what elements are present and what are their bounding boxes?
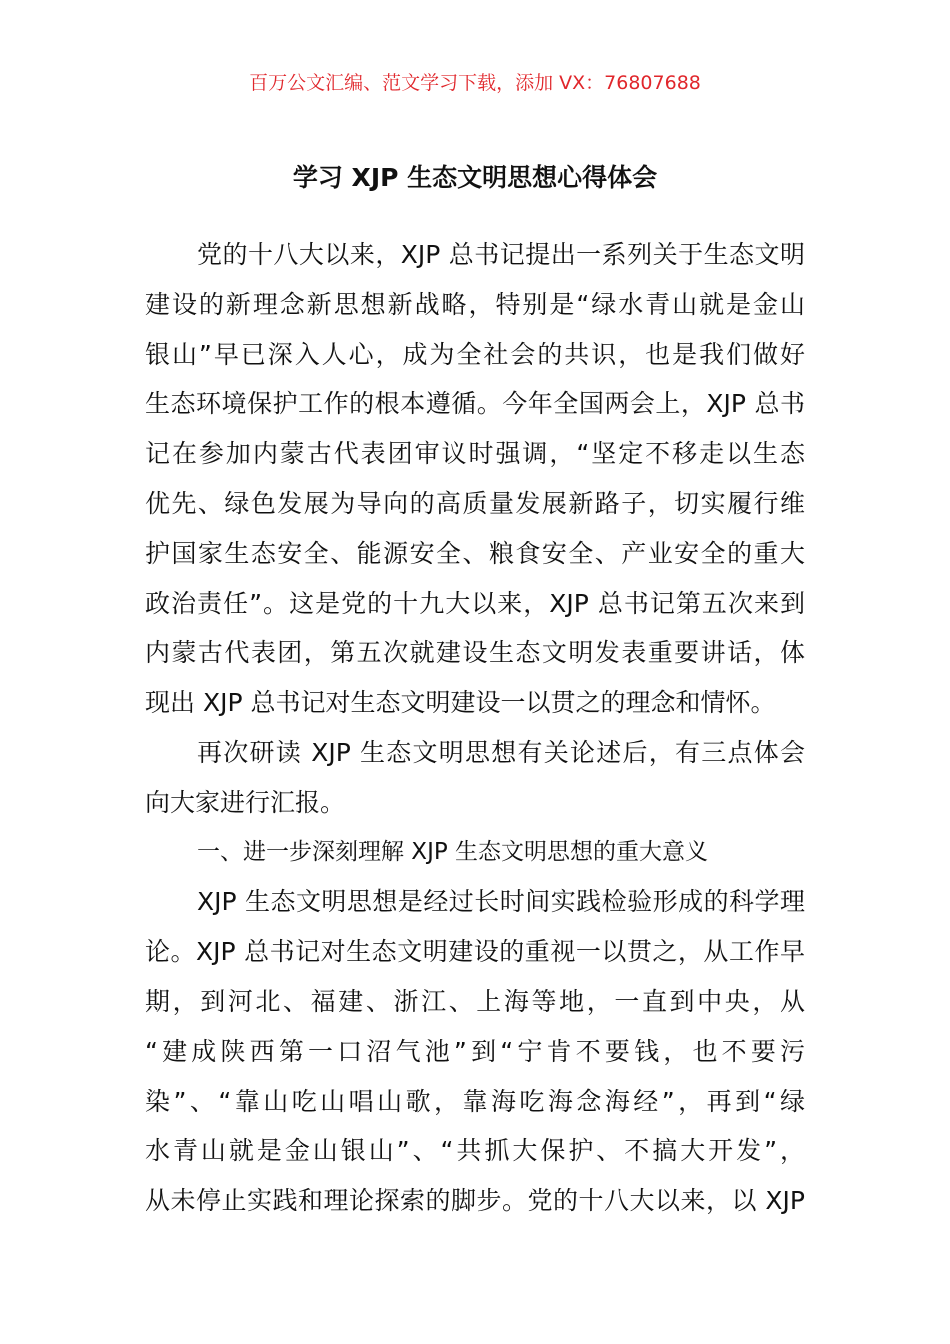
paragraph-line: 向大家进行汇报。 bbox=[145, 787, 346, 817]
paragraph-line: 生态环境保护工作的根本遵循。今年全国两会上，XJP 总书 bbox=[145, 389, 805, 419]
paragraph-line: 护国家生态安全、能源安全、粮食安全、产业安全的重大 bbox=[145, 538, 805, 568]
section-heading: 一、进一步深刻理解 XJP 生态文明思想的重大意义 bbox=[197, 838, 709, 865]
paragraph-line: 水青山就是金山银山”、“共抓大保护、不搞大开发”， bbox=[145, 1136, 805, 1166]
paragraph-line: “建成陕西第一口沼气池”到“宁肯不要钱，也不要污 bbox=[145, 1036, 805, 1066]
paragraph-line: 记在参加内蒙古代表团审议时强调，“坚定不移走以生态 bbox=[145, 439, 805, 469]
paragraph-line: 染”、“靠山吃山唱山歌，靠海吃海念海经”，再到“绿 bbox=[145, 1086, 805, 1116]
paragraph-line: 优先、绿色发展为导向的高质量发展新路子，切实履行维 bbox=[145, 488, 805, 518]
watermark-header: 百万公文汇编、范文学习下载，添加 VX：76807688 bbox=[249, 72, 701, 94]
paragraph-line: 现出 XJP 总书记对生态文明建设一以贯之的理念和情怀。 bbox=[145, 688, 776, 718]
paragraph-line: 银山”早已深入人心，成为全社会的共识，也是我们做好 bbox=[145, 339, 805, 369]
paragraph-line: 党的十八大以来，XJP 总书记提出一系列关于生态文明 bbox=[197, 240, 805, 269]
paragraph-line: XJP 生态文明思想是经过长时间实践检验形成的科学理 bbox=[197, 887, 805, 917]
paragraph-line: 期，到河北、福建、浙江、上海等地，一直到中央，从 bbox=[145, 986, 805, 1016]
paragraph-line: 论。XJP 总书记对生态文明建设的重视一以贯之，从工作早 bbox=[145, 937, 805, 967]
document-body bbox=[145, 230, 805, 1226]
paragraph-line: 政治责任”。这是党的十九大以来，XJP 总书记第五次来到 bbox=[145, 588, 805, 618]
document-title: 学习 XJP 生态文明思想心得体会 bbox=[292, 163, 658, 192]
paragraph-line: 内蒙古代表团，第五次就建设生态文明发表重要讲话，体 bbox=[145, 638, 805, 668]
paragraph-line: 再次研读 XJP 生态文明思想有关论述后，有三点体会 bbox=[197, 737, 805, 767]
paragraph-line: 建设的新理念新思想新战略，特别是“绿水青山就是金山 bbox=[145, 289, 805, 319]
paragraph-line: 从未停止实践和理论探索的脚步。党的十八大以来，以 XJP bbox=[145, 1186, 805, 1216]
